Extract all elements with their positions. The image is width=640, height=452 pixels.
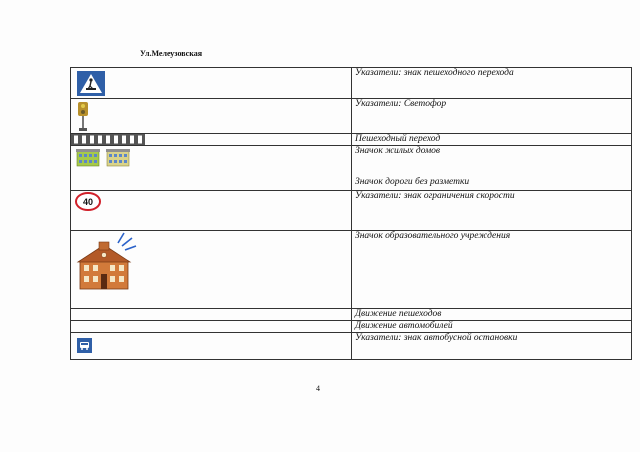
icon-cell <box>71 68 352 99</box>
page-number: 4 <box>316 384 320 393</box>
icon-cell <box>71 309 352 321</box>
description-cell <box>352 99 632 134</box>
row-label: Движение автомобилей <box>355 321 453 331</box>
row-label: Указатели: Светофор <box>355 99 447 109</box>
legend-table <box>70 67 632 360</box>
description-cell <box>352 134 632 146</box>
speed-limit-value: 40 <box>82 197 94 207</box>
icon-cell <box>71 231 352 309</box>
icon-cell <box>71 333 352 360</box>
table-row <box>71 99 632 134</box>
icon-cell <box>71 134 352 146</box>
speed-limit-sign-icon <box>75 192 101 211</box>
row-label: Значок образовательного учреждения <box>355 231 511 241</box>
table-row <box>71 231 632 309</box>
description-cell <box>352 68 632 99</box>
row-label: Указатели: знак пешеходного перехода <box>355 68 514 78</box>
description-cell <box>352 191 632 231</box>
row-label: Движение пешеходов <box>355 309 442 319</box>
icon-cell <box>71 191 352 231</box>
table-row <box>71 309 632 321</box>
icon-cell <box>71 321 352 333</box>
description-cell <box>352 231 632 309</box>
table-row <box>71 134 632 146</box>
description-cell <box>352 333 632 360</box>
description-cell <box>352 321 632 333</box>
bus-stop-sign-icon <box>77 338 92 353</box>
residential-houses-icon <box>76 148 132 167</box>
street-title: Ул.Мелеузовская <box>140 49 203 58</box>
row-label: Указатели: знак автобусной остановки <box>355 333 518 343</box>
row-label: Указатели: знак ограничения скорости <box>355 191 515 201</box>
table-row <box>71 333 632 360</box>
icon-cell <box>71 146 352 191</box>
table-row <box>71 191 632 231</box>
row-label-secondary: Значок дороги без разметки <box>355 177 470 187</box>
description-cell <box>352 146 632 191</box>
row-label: Значок жилых домов <box>355 146 441 156</box>
row-label: Пешеходный переход <box>355 134 441 144</box>
table-row <box>71 321 632 333</box>
table-row <box>71 68 632 99</box>
traffic-light-icon <box>77 101 89 132</box>
icon-cell <box>71 99 352 134</box>
zebra-crossing-icon <box>71 134 145 145</box>
description-cell <box>352 309 632 321</box>
pedestrian-crossing-sign-icon <box>77 71 105 96</box>
school-building-icon <box>74 231 148 293</box>
table-row <box>71 146 632 191</box>
